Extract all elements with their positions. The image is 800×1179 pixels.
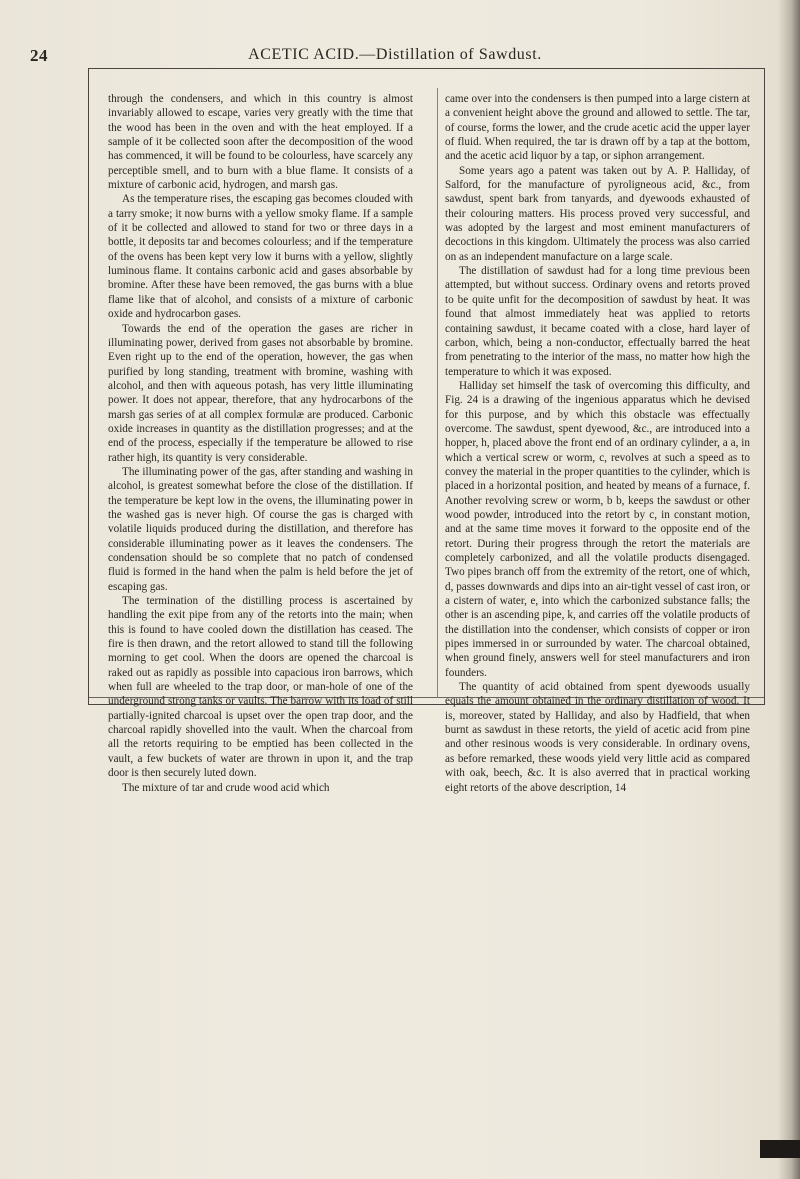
paragraph: The mixture of tar and crude wood acid which [122,781,330,794]
paragraph: through the condensers, and which in this country is almost invariably allowed to escape, varies very greatly with the time that the wood has been in the oven and with the heat employed. If a sample of it be collected soon after the decomposition of the wood has commenced, it will be found to be colourless, have scarcely any perceptible smell, and to burn with a blue flame. It consists of a mixture of carbonic acid, hydrogen, and marsh gas. [108,93,413,192]
paragraph: The illuminating power of the gas, after standing and washing in alcohol, is greatest somewhat before the close of the distillation. If the temperature be kept low in the ovens, the illuminating power in the washed gas is never high. Of course the gas is charged with volatile liquids produced during the distillation, and therefore has considerable illuminating power as it leaves the condensers. The condensation should be so complete that no patch of condensed fluid is formed in the hand when the palm is held before the jet of escaping gas. [108,465,413,593]
running-head: ACETIC ACID.—Distillation of Sawdust. [248,46,542,63]
page-edge-shadow [778,0,800,1179]
paragraph: The quantity of acid obtained from spent dyewoods usually equals the amount obtained in the ordinary distillation of wood. It is, moreover, stated by Halliday, and also by Hadfield, that when burnt as sawdust in these retorts, the yield of acetic acid from pine and other resinous woods is very considerable. In ordinary ovens, as before remarked, these woods yield very little acid as compared with oak, beech, &c. It is also averred that in practical working eight retorts of the above description, 14 [445,681,750,794]
paragraph: Towards the end of the operation the gases are richer in illuminating power, derived from gases not absorbable by bromine. Even right up to the end of the operation, however, the gas when purified by long standing, treatment with bromine, washing with alcohol, and then with aqueous potash, has very little illuminating power. It does not appear, therefore, that any hydrocarbons of the marsh gas series of at all complex formulæ are produced. Carbonic oxide increases in quantity as the distillation progresses; and at the end of the process, especially if the temperature be allowed to rise rather high, its quantity is very considerable. [108,322,413,464]
paragraph: The termination of the distilling process is ascertained by handling the exit pipe from any of the retorts into the main; when this is found to have cooled down the distillation has ceased. The fire is then drawn, and the retort allowed to stand till the following morning to get cool. When the doors are opened the charcoal is raked out as rapidly as possible into capacious iron barrows, which when full are wheeled to the trap door, or man-hole of one of the underground strong tanks or vaults. The barrow with its load of still partially-ignited charcoal is upset over the open trap door, and the charcoal rapidly shovelled into the vault. When the charcoal from all the retorts requiring to be emptied has been collected in the vault, a few buckets of water are thrown in upon it, and the trap door is then securely luted down. [108,595,413,780]
column-divider [437,88,438,698]
paragraph: Halliday set himself the task of overcoming this difficulty, and Fig. 24 is a drawing of the ingenious apparatus which he devised for this purpose, and by which this obstacle was effectually overcome. The sawdust, spent dyewood, &c., are introduced into a hopper, h, placed above the front end of an ordinary cylinder, a a, in which a vertical screw or worm, c, revolves at such a speed as to convey the material in the proper quantities to the cylinder, which is placed in a horizontal position, and heated by means of a furnace, f. Another revolving screw or worm, b b, keeps the sawdust or other wood powder, introduced into the retort by c, in constant motion, and at the same time moves it forward to the opposite end of the retort. During their progress through the retort the materials are completely carbonized, and all the volatile products disengaged. Two pipes branch off from the extremity of the retort, one of which, d, passes downwards and dips into an air-tight vessel of cast iron, or a cistern of water, e, into which the carbonized substance falls; the other is an ascending pipe, k, and carries off the volatile products of the distillation into the condenser, which consists of copper or iron pipes immersed in or surrounded by water. The charcoal obtained, when ground finely, answers well for steel manufacturers and iron founders. [445,379,750,679]
right-column [445,92,750,795]
paragraph: As the temperature rises, the escaping gas becomes clouded with a tarry smoke; it now burns with a yellow smoky flame. If a sample of it be collected and allowed to stand for two or three days in a bottle, it deposits tar and becomes colourless; and if the temperature of the ovens has been kept very low it burns with a yellow, slightly luminous flame. It contains carbonic acid and gases absorbable by bromine. After these have been removed, the gas burns with a blue flame like that of alcohol, and consists of a mixture of carbonic oxide and hydrocarbon gases. [108,193,413,321]
page-number: 24 [30,46,48,65]
left-column [108,92,413,795]
paragraph: The distillation of sawdust had for a long time previous been attempted, but without success. Ordinary ovens and retorts proved to be quite unfit for the decomposition of sawdust by heat. It was found that almost immediately heat was applied to retorts containing sawdust, it became coated with a close, hard layer of carbon, which, being a non-conductor, effectually barred the heat from penetrating to the interior of the mass, no matter how high the temperature to which it was exposed. [445,265,750,378]
paragraph: came over into the condensers is then pumped into a large cistern at a convenient height above the ground and allowed to settle. The tar, of course, forms the lower, and the crude acetic acid the upper layer of fluid. When required, the tar is drawn off by a tap at the bottom, and the acetic acid liquor by a tap, or siphon arrangement. [445,93,750,163]
scan-edge-mark [760,1140,800,1158]
paragraph: Some years ago a patent was taken out by A. P. Halliday, of Salford, for the manufacture of pyroligneous acid, &c., from sawdust, spent bark from tanyards, and dyewoods exhausted of their colouring matters. His process proved very successful, and was adopted by the largest and most eminent manufacturers of decoctions in this kingdom. Ultimately the process was also carried on as an independent manufacture on a large scale. [445,164,750,263]
